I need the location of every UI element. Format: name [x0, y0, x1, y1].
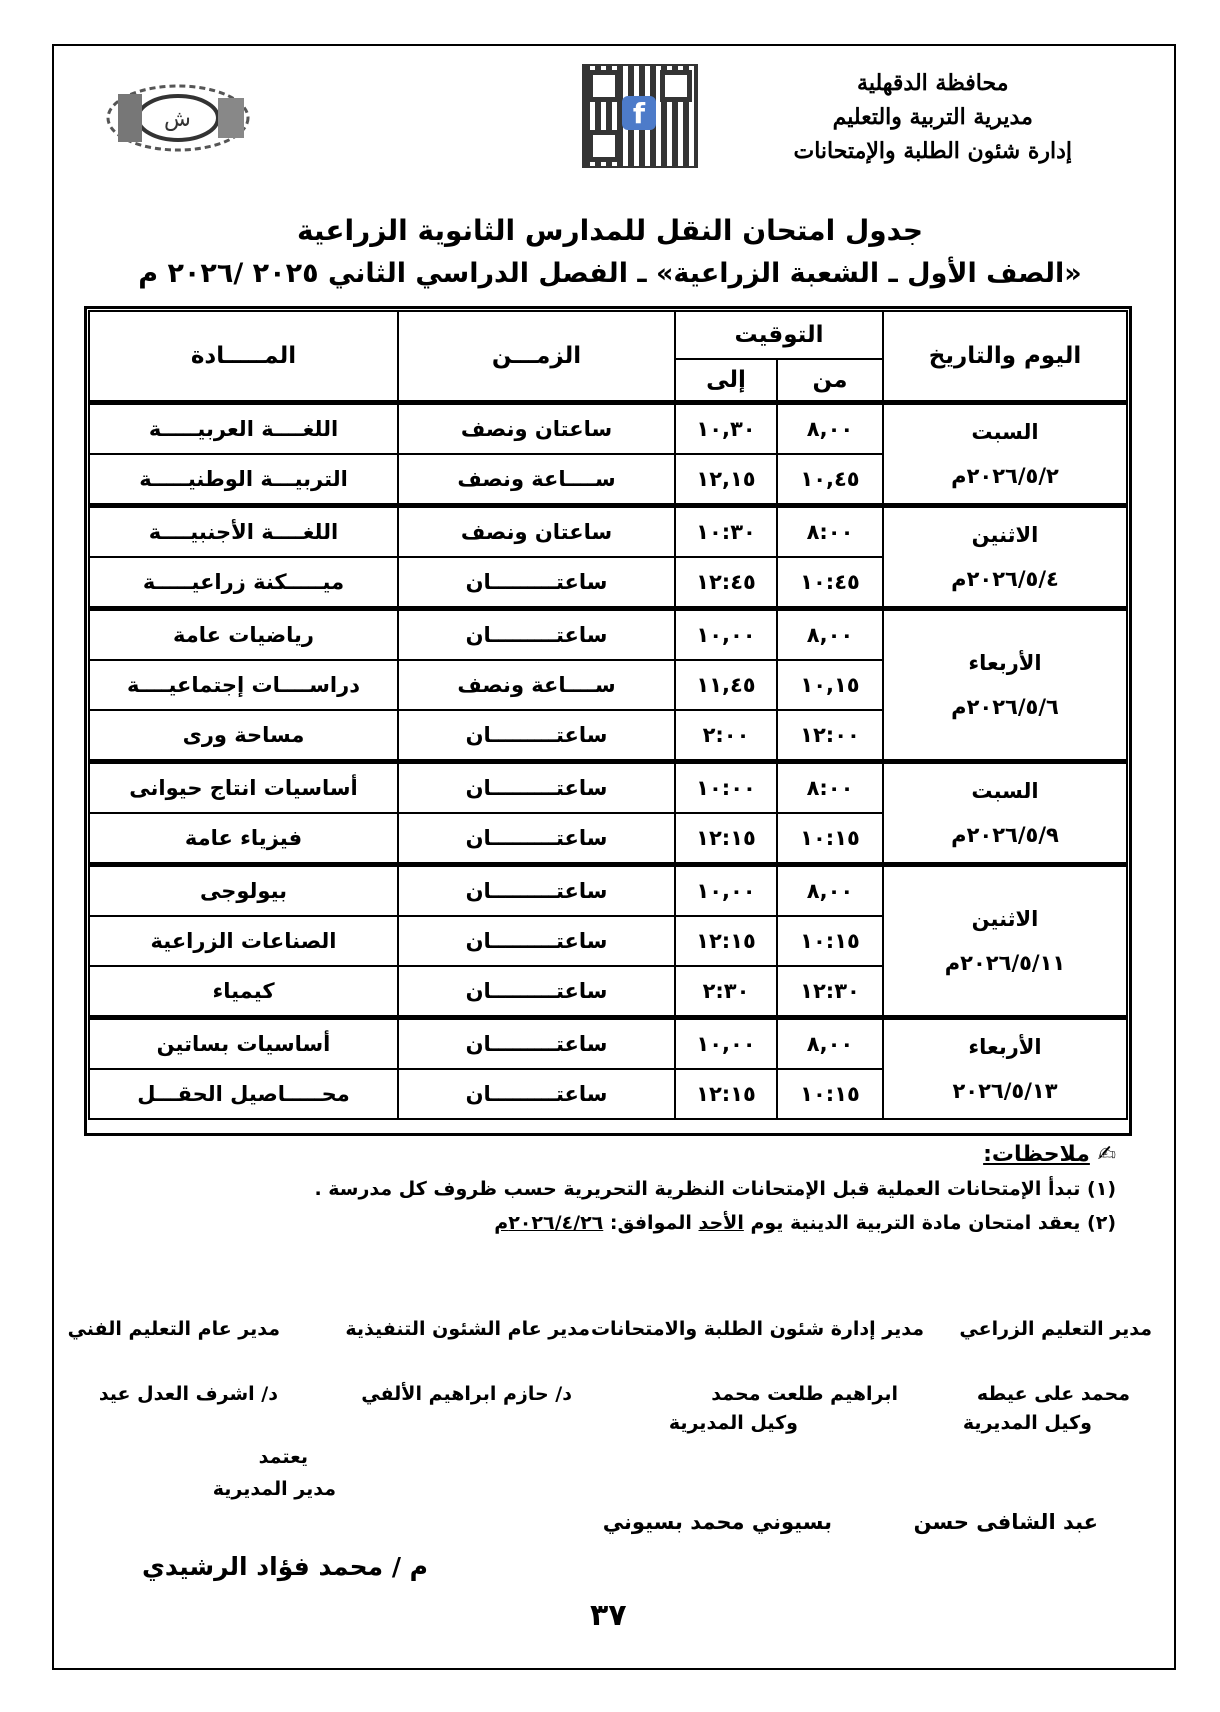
directorate-name: مديرية التربية والتعليم — [832, 104, 1033, 130]
signature-title: مدير عام التعليم الفني — [67, 1318, 280, 1340]
subject-cell: الصناعات الزراعية — [89, 916, 398, 966]
duration-cell: ساعتـــــــــان — [398, 1018, 675, 1070]
notes-title — [314, 1138, 1116, 1172]
table-row — [89, 865, 1127, 917]
department-name: إدارة شئون الطلبة والإمتحانات — [793, 138, 1072, 164]
subject-cell: اللغــــة العربيـــــة — [89, 403, 398, 455]
day-name: الاثنين — [971, 907, 1039, 931]
duration-cell: ساعتـــــــــان — [398, 1069, 675, 1119]
header-to: إلى — [675, 359, 777, 403]
day-date: ٢٠٢٦/٥/٦م — [951, 695, 1059, 719]
duration-cell: ساعتـــــــــان — [398, 916, 675, 966]
facebook-icon: f — [622, 96, 656, 130]
to-cell: ١٠,٠٠ — [675, 1018, 777, 1070]
page-title: جدول امتحان النقل للمدارس الثانوية الزراعية — [296, 214, 924, 247]
signature-name: د/ اشرف العدل عيد — [98, 1383, 278, 1405]
header-block — [794, 66, 1072, 168]
header-duration: الزمـــن — [398, 311, 675, 403]
day-name: الأربعاء — [968, 651, 1042, 675]
to-cell: ١٢,١٥ — [675, 454, 777, 506]
from-cell: ١٠,٤٥ — [777, 454, 883, 506]
day-date: ٢٠٢٦/٥/١٣ — [952, 1079, 1058, 1103]
signature-name: عبد الشافى حسن — [913, 1510, 1098, 1534]
duration-cell: ساعتـــــــــان — [398, 609, 675, 661]
duration-cell: ساعتـــــــــان — [398, 813, 675, 865]
subject-cell: كيمياء — [89, 966, 398, 1018]
subject-cell: فيزياء عامة — [89, 813, 398, 865]
to-cell: ١٠:٠٠ — [675, 762, 777, 814]
notes-title-text: ملاحظات: — [983, 1142, 1090, 1167]
day-cell — [883, 865, 1127, 1018]
from-cell: ١٠,١٥ — [777, 660, 883, 710]
svg-text:ش: ش — [164, 107, 191, 132]
note-2-prefix: (٢) يعقد امتحان مادة التربية الدينية يوم — [750, 1212, 1116, 1234]
duration-cell: ساعتـــــــــان — [398, 865, 675, 917]
duration-cell: ساعتـــــــــان — [398, 966, 675, 1018]
governorate-name: محافظة الدقهلية — [857, 70, 1009, 96]
qr-code-icon — [582, 64, 698, 168]
director-name: م / محمد فؤاد الرشيدي — [141, 1552, 428, 1581]
signature-name: محمد على عيطه — [976, 1383, 1130, 1405]
signature-name: بسيوني محمد بسيوني — [602, 1510, 832, 1534]
note-2 — [314, 1206, 1116, 1240]
from-cell: ١٢:٣٠ — [777, 966, 883, 1018]
header-subject: المـــــادة — [89, 311, 398, 403]
table-row — [89, 1018, 1127, 1070]
signature-title: مدير التعليم الزراعي — [959, 1318, 1152, 1340]
day-date: ٢٠٢٦/٥/٢م — [951, 464, 1059, 488]
from-cell: ١٠:١٥ — [777, 813, 883, 865]
day-name: السبت — [971, 779, 1039, 803]
day-date: ٢٠٢٦/٥/٩م — [951, 823, 1059, 847]
note-2-date: ٢٠٢٦/٤/٢٦م — [494, 1212, 604, 1234]
to-cell: ١٠:٣٠ — [675, 506, 777, 558]
signature-title: مدير عام الشئون التنفيذية — [345, 1318, 590, 1340]
day-cell — [883, 1018, 1127, 1120]
header-timing: التوقيت — [675, 311, 883, 359]
note-2-mid: الموافق: — [609, 1212, 692, 1234]
from-cell: ١٠:١٥ — [777, 1069, 883, 1119]
subject-cell: أساسيات انتاج حيوانى — [89, 762, 398, 814]
table-row — [89, 403, 1127, 455]
pencil-hand-icon: ✍ — [1097, 1142, 1116, 1167]
to-cell: ٢:٣٠ — [675, 966, 777, 1018]
subject-cell: ميـــــكنة زراعيـــــة — [89, 557, 398, 609]
to-cell: ١٠,٠٠ — [675, 865, 777, 917]
subject-cell: دراســــات إجتماعيــــة — [89, 660, 398, 710]
signature-name: د/ حازم ابراهيم الألفي — [361, 1383, 572, 1405]
duration-cell: ساعتان ونصف — [398, 403, 675, 455]
subject-cell: أساسيات بساتين — [89, 1018, 398, 1070]
from-cell: ١٠:١٥ — [777, 916, 883, 966]
signature-title: مدير إدارة شئون الطلبة والامتحانات — [590, 1318, 924, 1340]
to-cell: ١١,٤٥ — [675, 660, 777, 710]
subject-cell: محـــــاصيل الحقـــل — [89, 1069, 398, 1119]
to-cell: ١٢:١٥ — [675, 916, 777, 966]
duration-cell: ســــاعة ونصف — [398, 660, 675, 710]
table-row — [89, 609, 1127, 661]
from-cell: ٨,٠٠ — [777, 609, 883, 661]
day-date: ٢٠٢٦/٥/٤م — [951, 567, 1059, 591]
duration-cell: ســــاعة ونصف — [398, 454, 675, 506]
subject-cell: بيولوجى — [89, 865, 398, 917]
duration-cell: ساعتان ونصف — [398, 506, 675, 558]
directorate-logo — [98, 74, 268, 158]
subject-cell: رياضيات عامة — [89, 609, 398, 661]
from-cell: ١٠:٤٥ — [777, 557, 883, 609]
page-subtitle: «الصف الأول ـ الشعبة الزراعية» ـ الفصل الدراسي الثاني ٢٠٢٥ /٢٠٢٦ م — [138, 258, 1082, 289]
notes-section — [314, 1138, 1116, 1240]
duration-cell: ساعتـــــــــان — [398, 710, 675, 762]
to-cell: ١٢:١٥ — [675, 1069, 777, 1119]
subject-cell: اللغــــة الأجنبيــــة — [89, 506, 398, 558]
from-cell: ٨:٠٠ — [777, 506, 883, 558]
header-from: من — [777, 359, 883, 403]
day-name: السبت — [971, 420, 1039, 444]
table-row — [89, 506, 1127, 558]
day-cell — [883, 403, 1127, 506]
exam-schedule-table — [88, 310, 1128, 1120]
from-cell: ١٢:٠٠ — [777, 710, 883, 762]
to-cell: ٢:٠٠ — [675, 710, 777, 762]
to-cell: ١٠,٣٠ — [675, 403, 777, 455]
note-2-day: الأحد — [698, 1212, 744, 1234]
day-cell — [883, 506, 1127, 609]
from-cell: ٨:٠٠ — [777, 762, 883, 814]
day-date: ٢٠٢٦/٥/١١م — [944, 951, 1066, 975]
duration-cell: ساعتـــــــــان — [398, 557, 675, 609]
signature-deputy: وكيل المديرية — [668, 1412, 798, 1434]
from-cell: ٨,٠٠ — [777, 865, 883, 917]
day-cell — [883, 762, 1127, 865]
to-cell: ١٢:١٥ — [675, 813, 777, 865]
note-1: (١) تبدأ الإمتحانات العملية قبل الإمتحانات النظرية التحريرية حسب ظروف كل مدرسة . — [314, 1178, 1116, 1200]
header-day-date: اليوم والتاريخ — [883, 311, 1127, 403]
signature-deputy: وكيل المديرية — [962, 1412, 1092, 1434]
subject-cell: التربيـــة الوطنيـــــة — [89, 454, 398, 506]
day-cell — [883, 609, 1127, 762]
signature-name: ابراهيم طلعت محمد — [711, 1383, 898, 1405]
to-cell: ١٢:٤٥ — [675, 557, 777, 609]
to-cell: ١٠,٠٠ — [675, 609, 777, 661]
page-number: ٣٧ — [590, 1598, 627, 1633]
table-row — [89, 762, 1127, 814]
from-cell: ٨,٠٠ — [777, 1018, 883, 1070]
duration-cell: ساعتـــــــــان — [398, 762, 675, 814]
day-name: الاثنين — [971, 523, 1039, 547]
signature-director-title: مدير المديرية — [212, 1478, 336, 1500]
day-name: الأربعاء — [968, 1035, 1042, 1059]
subject-cell: مساحة ورى — [89, 710, 398, 762]
signature-approves: يعتمد — [258, 1446, 308, 1468]
from-cell: ٨,٠٠ — [777, 403, 883, 455]
